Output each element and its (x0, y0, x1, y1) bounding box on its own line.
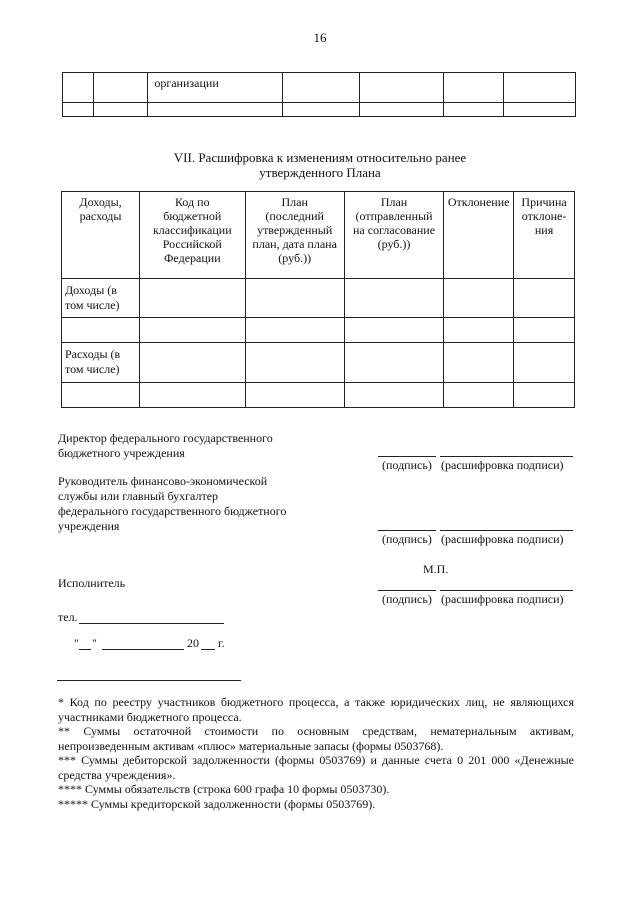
header-approved-plan (245, 192, 344, 279)
table-cell (140, 318, 245, 343)
finance-head-title-line: федерального государственного бюджетного (58, 504, 287, 518)
table-cell (245, 318, 344, 343)
signature-line (378, 456, 436, 457)
section-title (0, 150, 640, 180)
row-label-line: Расходы (в (65, 347, 121, 361)
footnote-4: **** Суммы обязательств (строка 600 графа 10 формы 0503730). (58, 782, 390, 796)
director-title-line: бюджетного учреждения (58, 446, 185, 460)
header-submitted-plan (344, 192, 443, 279)
signature-decode-line (440, 590, 573, 591)
date-quote-open: " (74, 636, 79, 650)
header-line: отклоне- (521, 209, 567, 223)
header-budget-code (140, 192, 245, 279)
footnotes (58, 695, 574, 811)
row-label-line: том числе) (65, 362, 120, 376)
executor-label: Исполнитель (58, 576, 126, 590)
header-line: утвержденный (257, 223, 333, 237)
table-cell (62, 318, 140, 343)
changes-table (61, 191, 575, 408)
table-cell (514, 279, 575, 318)
header-deviation (444, 192, 514, 279)
top-cell (443, 103, 503, 117)
table-cell (514, 343, 575, 383)
table-cell (514, 318, 575, 343)
signature-line (378, 590, 436, 591)
header-line: (отправленный (355, 209, 433, 223)
top-cell (503, 103, 575, 117)
footnote-2: ** Суммы остаточной стоимости по основным средствам, нематериальным активам, непроизведенным активам «плюс» материальные запасы (формы 0503768). (58, 724, 574, 753)
table-cell (444, 318, 514, 343)
top-cell-text: организации (148, 73, 283, 103)
finance-head-title (58, 474, 286, 534)
row-expense-label (62, 343, 140, 383)
top-cell (63, 103, 94, 117)
table-cell (140, 279, 245, 318)
row-label-line: том числе) (65, 298, 120, 312)
signature-caption: (подпись) (382, 532, 432, 546)
signature-caption: (подпись) (382, 592, 432, 606)
table-cell (245, 383, 344, 408)
top-cell (283, 103, 359, 117)
header-income-expense (62, 192, 140, 279)
table-cell (245, 279, 344, 318)
header-line: (последний (265, 209, 324, 223)
director-title-line: Директор федерального государственного (58, 431, 273, 445)
header-line: классификации (152, 223, 232, 237)
phone-label: тел. (58, 610, 78, 624)
table-cell (344, 383, 443, 408)
signature-decode-line (440, 456, 573, 457)
header-line: План (281, 195, 308, 209)
row-label-line: Доходы (в (65, 283, 117, 297)
top-cell (94, 73, 148, 103)
header-line: план, дата плана (252, 237, 337, 251)
date-quote-close: " (92, 636, 97, 650)
header-line: (руб.)) (278, 251, 312, 265)
header-line: (руб.)) (377, 237, 411, 251)
top-table (62, 72, 576, 117)
footnote-separator (57, 680, 241, 681)
footnote-3: *** Суммы дебиторской задолженности (формы 0503769) и данные счета 0 201 000 «Денежные средства учреждения». (58, 753, 574, 782)
header-line: бюджетной (163, 209, 222, 223)
table-cell (444, 383, 514, 408)
header-line: Код по (174, 195, 210, 209)
signature-decode-caption: (расшифровка подписи) (441, 592, 564, 606)
top-cell (503, 73, 575, 103)
table-cell (444, 279, 514, 318)
footnote-1: * Код по реестру участников бюджетного процесса, а также юридических лиц, не являющихся участниками бюджетного процесса. (58, 695, 574, 724)
date-month-line[interactable] (102, 649, 184, 650)
table-cell (344, 343, 443, 383)
signature-caption: (подпись) (382, 458, 432, 472)
section-title-line: утвержденного Плана (259, 165, 381, 180)
row-income-label (62, 279, 140, 318)
top-cell (359, 73, 443, 103)
header-line: Федерации (163, 251, 221, 265)
table-cell (444, 343, 514, 383)
header-reason (514, 192, 575, 279)
top-cell (283, 73, 359, 103)
date-day-line[interactable] (79, 649, 91, 650)
top-cell (443, 73, 503, 103)
phone-field-line[interactable] (79, 623, 224, 624)
table-cell (514, 383, 575, 408)
date-year-prefix: 20 (187, 636, 199, 650)
table-cell (62, 383, 140, 408)
signature-decode-caption: (расшифровка подписи) (441, 532, 564, 546)
date-year-line[interactable] (201, 649, 215, 650)
signature-decode-line (440, 530, 573, 531)
date-year-suffix: г. (218, 636, 225, 650)
signature-decode-caption: (расшифровка подписи) (441, 458, 564, 472)
top-cell (94, 103, 148, 117)
table-cell (140, 383, 245, 408)
page-number: 16 (313, 30, 327, 45)
header-line: Доходы, (79, 195, 122, 209)
top-cell (148, 103, 283, 117)
footnote-5: ***** Суммы кредиторской задолженности (формы 0503769). (58, 796, 376, 811)
finance-head-title-line: учреждения (58, 519, 120, 533)
signature-line (378, 530, 436, 531)
table-cell (344, 279, 443, 318)
stamp-label: М.П. (423, 562, 449, 576)
finance-head-title-line: службы или главный бухгалтер (58, 489, 219, 503)
director-title (58, 431, 273, 461)
section-title-line: VII. Расшифровка к изменениям относительно ранее (173, 150, 467, 165)
header-line: Отклонение (447, 195, 510, 209)
header-line: Российской (162, 237, 222, 251)
header-line: Причина (521, 195, 567, 209)
table-cell (245, 343, 344, 383)
header-line: ния (534, 223, 554, 237)
table-cell (344, 318, 443, 343)
header-line: План (380, 195, 408, 209)
table-cell (140, 343, 245, 383)
top-cell (63, 73, 94, 103)
header-line: расходы (79, 209, 122, 223)
top-cell (359, 103, 443, 117)
finance-head-title-line: Руководитель финансово-экономической (58, 474, 268, 488)
header-line: на согласование (353, 223, 436, 237)
